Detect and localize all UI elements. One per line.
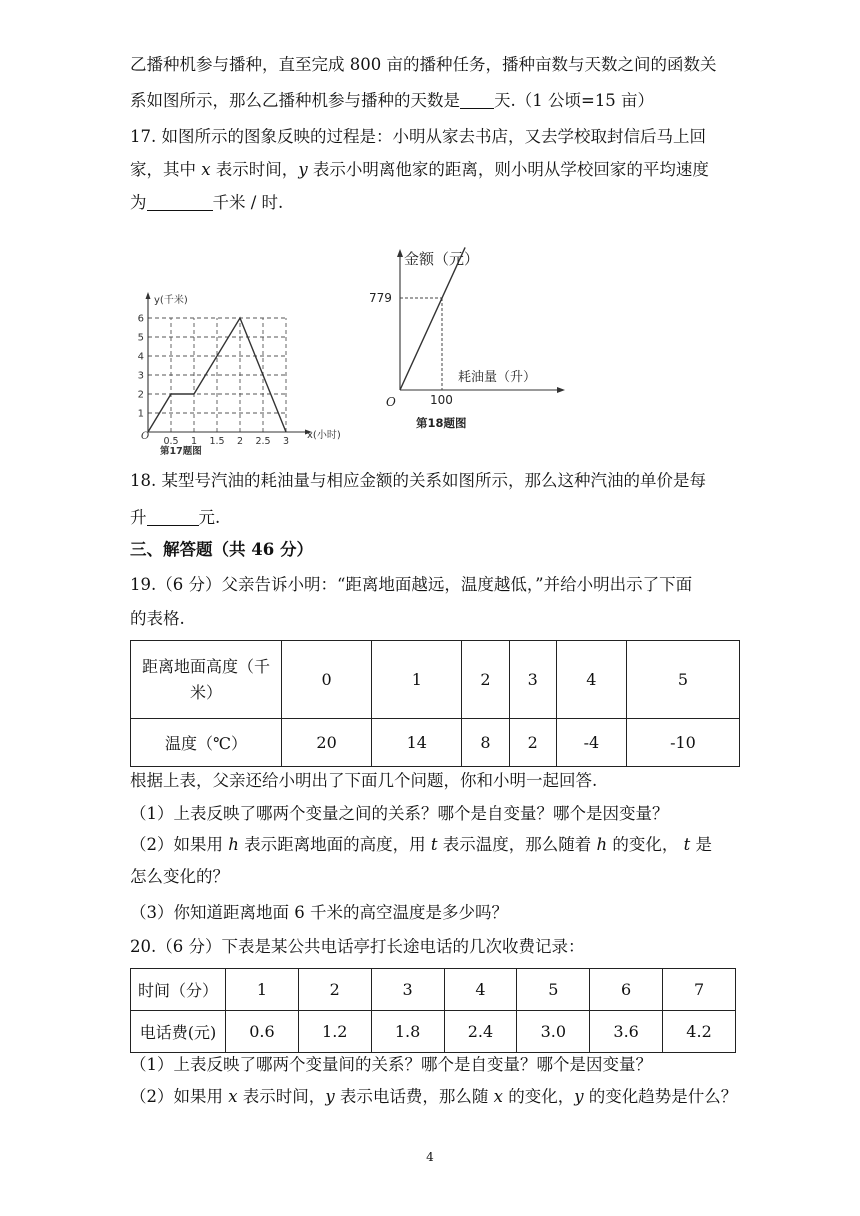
fig17-y-tick-label: 4: [137, 351, 144, 363]
q19-header-cell: 距离地面高度（千 米）: [131, 641, 282, 719]
table-cell: 1: [226, 969, 299, 1011]
table-cell: 7: [663, 969, 736, 1011]
table-cell: 20: [282, 719, 372, 767]
table-cell: 3.0: [517, 1011, 590, 1053]
fig17-y-tick-label: 1: [137, 408, 144, 420]
q20-line1: 20.（6 分）下表是某公共电话亭打长途电话的几次收费记录：: [130, 937, 585, 956]
q19-sub3: （3）你知道距离地面 6 千米的高空温度是多少吗？: [130, 903, 508, 922]
q19-temp-label: 温度（℃）: [131, 719, 282, 767]
q20-fee-label: 电话费(元): [131, 1011, 226, 1053]
q19-sub1: （1）上表反映了哪两个变量之间的关系？哪个是自变量？哪个是因变量？: [130, 804, 669, 823]
fig18-y-axis-label: 金额（元）: [404, 250, 480, 268]
fig17-y-tick-label: 3: [137, 370, 144, 382]
fig18-x-value-label: 100: [430, 393, 453, 407]
fig18-origin-label: O: [386, 395, 396, 409]
table-cell: 1: [372, 641, 462, 719]
table-cell: 0.6: [226, 1011, 299, 1053]
answer-blank: [147, 507, 199, 526]
q20-time-label: 时间（分）: [131, 969, 226, 1011]
table-cell: 0: [282, 641, 372, 719]
q16-line2: 系如图所示，那么乙播种机参与播种的天数是 天.（1 公顷=15 亩）: [130, 91, 655, 110]
table-cell: 3.6: [590, 1011, 663, 1053]
q17-line1: 17. 如图所示的图象反映的过程是：小明从家去书店，又去学校取封信后马上回: [130, 127, 706, 146]
fig18-cost-line: [400, 247, 465, 390]
answer-blank: [147, 192, 213, 211]
fig18-x-axis-label: 耗油量（升）: [458, 370, 537, 385]
table-cell: 14: [372, 719, 462, 767]
fig17-x-axis-label: x(小时): [307, 430, 341, 441]
fig17-x-tick-label: 3: [282, 436, 290, 447]
q19-table: [130, 640, 740, 767]
table-row: [131, 719, 740, 767]
page-number: 4: [426, 1150, 434, 1164]
table-cell: 2: [462, 641, 509, 719]
q17-line2: 家，其中 x 表示时间，y 表示小明离他家的距离，则小明从学校回家的平均速度: [130, 160, 709, 179]
fig17-x-tick-label: 0.5: [163, 436, 179, 447]
q20-table: [130, 968, 736, 1053]
figure-17-graph: [136, 290, 354, 456]
q19-after-table: 根据上表，父亲还给小明出了下面几个问题，你和小明一起回答.: [130, 771, 598, 790]
table-cell: 8: [462, 719, 509, 767]
fig18-y-value-label: 779: [369, 291, 392, 305]
table-cell: 4: [556, 641, 626, 719]
figure-18-graph: [366, 240, 566, 434]
q19-sub2-line2: 怎么变化的？: [130, 867, 229, 886]
table-cell: 1.8: [371, 1011, 444, 1053]
table-cell: -10: [626, 719, 739, 767]
table-cell: 6: [590, 969, 663, 1011]
table-row: [131, 969, 736, 1011]
fig17-y-tick-label: 2: [137, 389, 144, 401]
q19-line1: 19.（6 分）父亲告诉小明：“距离地面越远，温度越低，”并给小明出示了下面: [130, 575, 693, 594]
fig17-caption: 第17题图: [160, 446, 202, 456]
answer-blank: [460, 90, 494, 109]
fig17-y-tick-label: 6: [137, 313, 144, 325]
fig17-x-tick-label: 1: [190, 436, 198, 447]
section-3-title: 三、解答题（共 46 分）: [130, 540, 313, 559]
table-cell: 4.2: [663, 1011, 736, 1053]
table-cell: 2: [298, 969, 371, 1011]
q19-sub2: （2）如果用 h 表示距离地面的高度，用 t 表示温度，那么随着 h 的变化， t 是: [130, 835, 713, 854]
table-cell: -4: [556, 719, 626, 767]
table-cell: 5: [517, 969, 590, 1011]
fig17-y-tick-label: 5: [137, 332, 144, 344]
table-cell: 3: [371, 969, 444, 1011]
table-row: [131, 1011, 736, 1053]
table-cell: 2: [509, 719, 556, 767]
table-cell: 2.4: [444, 1011, 517, 1053]
q19-line2: 的表格.: [130, 609, 185, 628]
table-cell: 3: [509, 641, 556, 719]
q17-line3: 为 千米 / 时.: [130, 193, 284, 212]
fig17-x-tick-label: 2: [236, 436, 244, 447]
q18-line1: 18. 某型号汽油的耗油量与相应金额的关系如图所示，那么这种汽油的单价是每: [130, 471, 706, 490]
q18-line2: 升 元.: [130, 508, 221, 527]
q20-sub1: （1）上表反映了哪两个变量间的关系？哪个是自变量？哪个是因变量？: [130, 1055, 652, 1074]
table-cell: 4: [444, 969, 517, 1011]
table-row: [131, 641, 740, 719]
table-cell: 5: [626, 641, 739, 719]
fig17-grid: [148, 318, 286, 432]
fig17-x-tick-label: 2.5: [255, 436, 271, 447]
q20-sub2: （2）如果用 x 表示时间，y 表示电话费，那么随 x 的变化，y 的变化趋势是什么？: [130, 1087, 738, 1106]
fig17-origin-label: O: [141, 431, 150, 442]
fig17-y-axis-label: y(千米): [154, 295, 188, 306]
table-cell: 1.2: [298, 1011, 371, 1053]
fig17-x-tick-label: 1.5: [209, 436, 225, 447]
fig18-caption: 第18题图: [416, 416, 467, 430]
q16-line1: 乙播种机参与播种，直至完成 800 亩的播种任务，播种亩数与天数之间的函数关: [130, 55, 717, 74]
